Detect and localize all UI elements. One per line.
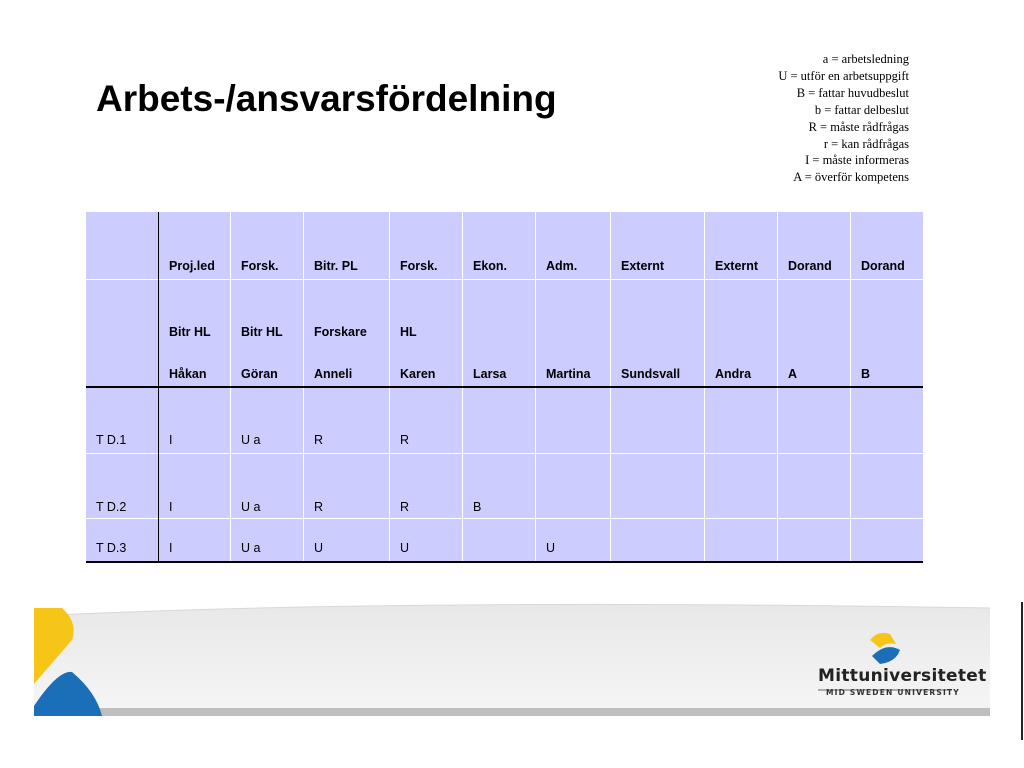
legend-item: a = arbetsledning <box>822 52 909 66</box>
table-cell: U <box>546 541 556 555</box>
column-name: B <box>861 367 871 381</box>
university-name: Mittuniversitetet <box>818 666 987 686</box>
column-role: Dorand <box>861 259 905 273</box>
column-name: Andra <box>715 367 752 381</box>
column-subrole: Forskare <box>314 325 367 339</box>
slide-title: Arbets-/ansvarsfördelning <box>96 78 557 119</box>
university-subtitle: MID SWEDEN UNIVERSITY <box>826 688 960 697</box>
column-role: Ekon. <box>473 259 508 273</box>
column-role: Forsk. <box>241 259 279 273</box>
column-name: Martina <box>546 367 591 381</box>
column-name: Håkan <box>169 367 207 381</box>
column-subrole: Bitr HL <box>169 325 211 339</box>
row-label: T D.1 <box>96 433 127 447</box>
table-cell: R <box>400 433 410 447</box>
row-label: T D.3 <box>96 541 127 555</box>
column-name: Anneli <box>314 367 353 381</box>
legend-item: B = fattar huvudbeslut <box>796 85 909 100</box>
column-subrole: Bitr HL <box>241 325 283 339</box>
legend-item: R = måste rådfrågas <box>808 119 909 134</box>
legend-item: b = fattar delbeslut <box>814 102 909 117</box>
column-name: Göran <box>241 367 278 381</box>
legend-item: U = utför en arbetsuppgift <box>778 68 909 83</box>
table-cell: R <box>314 500 324 514</box>
legend <box>778 51 909 186</box>
column-name: Karen <box>400 367 436 381</box>
column-role: Forsk. <box>400 259 438 273</box>
table-cell: I <box>169 433 173 447</box>
legend-item: I = måste informeras <box>805 153 909 168</box>
column-role: Adm. <box>546 259 578 273</box>
column-role: Dorand <box>788 259 832 273</box>
table-cell: U <box>400 541 410 555</box>
table-cell: B <box>473 500 482 514</box>
column-name: Larsa <box>473 367 507 381</box>
table-cell: U <box>314 541 324 555</box>
table-cell: I <box>169 541 173 555</box>
legend-item: A = överför kompetens <box>793 170 909 185</box>
column-role: Bitr. PL <box>314 259 358 273</box>
column-role: Externt <box>621 259 665 273</box>
table-cell: R <box>314 433 324 447</box>
table-cell: U a <box>241 433 261 447</box>
responsibility-table <box>86 212 923 562</box>
row-label: T D.2 <box>96 500 127 514</box>
column-name: Sundsvall <box>621 367 681 381</box>
legend-item: r = kan rådfrågas <box>823 136 909 151</box>
column-role: Externt <box>715 259 759 273</box>
column-role: Proj.led <box>169 259 215 273</box>
table-cell: U a <box>241 541 261 555</box>
table-cell: U a <box>241 500 261 514</box>
column-subrole: HL <box>400 325 417 339</box>
table-cell: I <box>169 500 173 514</box>
table-cell: R <box>400 500 410 514</box>
column-name: A <box>788 367 798 381</box>
